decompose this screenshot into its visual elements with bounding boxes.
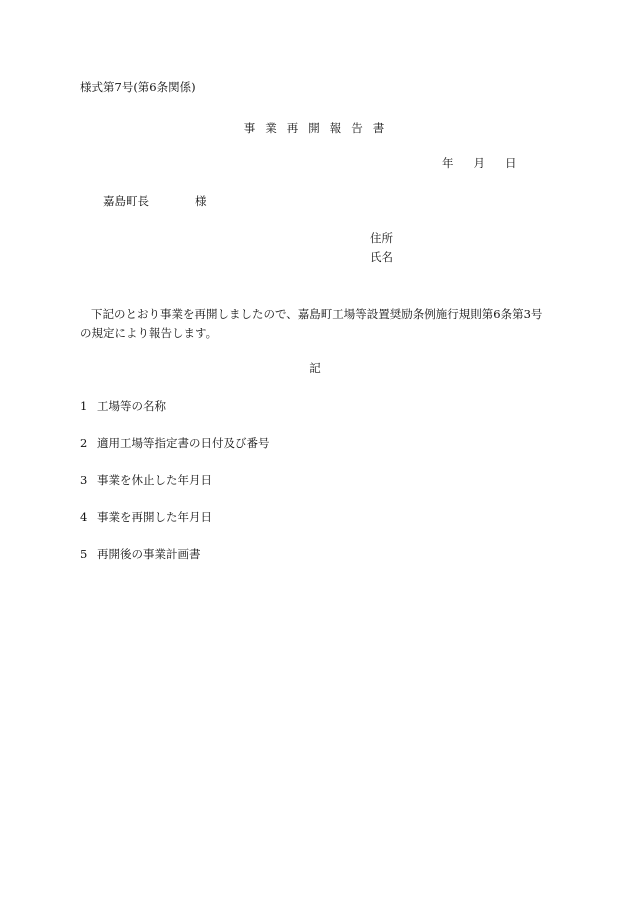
item-number: 1	[80, 399, 88, 413]
date-year: 年	[442, 156, 454, 170]
item-label: 事業を再開した年月日	[97, 510, 212, 524]
document-title: 事業再開報告書	[243, 121, 395, 135]
item-label: 適用工場等指定書の日付及び番号	[97, 436, 270, 450]
item-label: 工場等の名称	[97, 399, 166, 413]
body-text: 下記のとおり事業を再開しましたので、嘉島町工場等設置奨励条例施行規則第6条第3号の規定により報告します。	[80, 307, 543, 340]
address-label: 住所	[370, 231, 393, 245]
item-label: 再開後の事業計画書	[97, 547, 201, 561]
addressee-suffix: 様	[195, 194, 207, 208]
item-label: 事業を休止した年月日	[97, 473, 212, 487]
body-paragraph	[80, 305, 550, 343]
item-number: 4	[80, 510, 88, 524]
list-item	[80, 436, 270, 450]
date-line	[442, 156, 517, 170]
addressee	[103, 194, 207, 208]
list-item	[80, 510, 212, 524]
ki-heading: 記	[309, 361, 321, 375]
date-day: 日	[505, 156, 517, 170]
list-item	[80, 547, 201, 561]
date-month: 月	[473, 156, 485, 170]
item-number: 5	[80, 547, 88, 561]
item-number: 2	[80, 436, 88, 450]
list-item	[80, 399, 166, 413]
form-number: 様式第7号(第6条関係)	[80, 80, 196, 94]
list-item	[80, 473, 212, 487]
addressee-name: 嘉島町長	[103, 194, 149, 208]
item-number: 3	[80, 473, 88, 487]
name-label: 氏名	[370, 250, 393, 264]
